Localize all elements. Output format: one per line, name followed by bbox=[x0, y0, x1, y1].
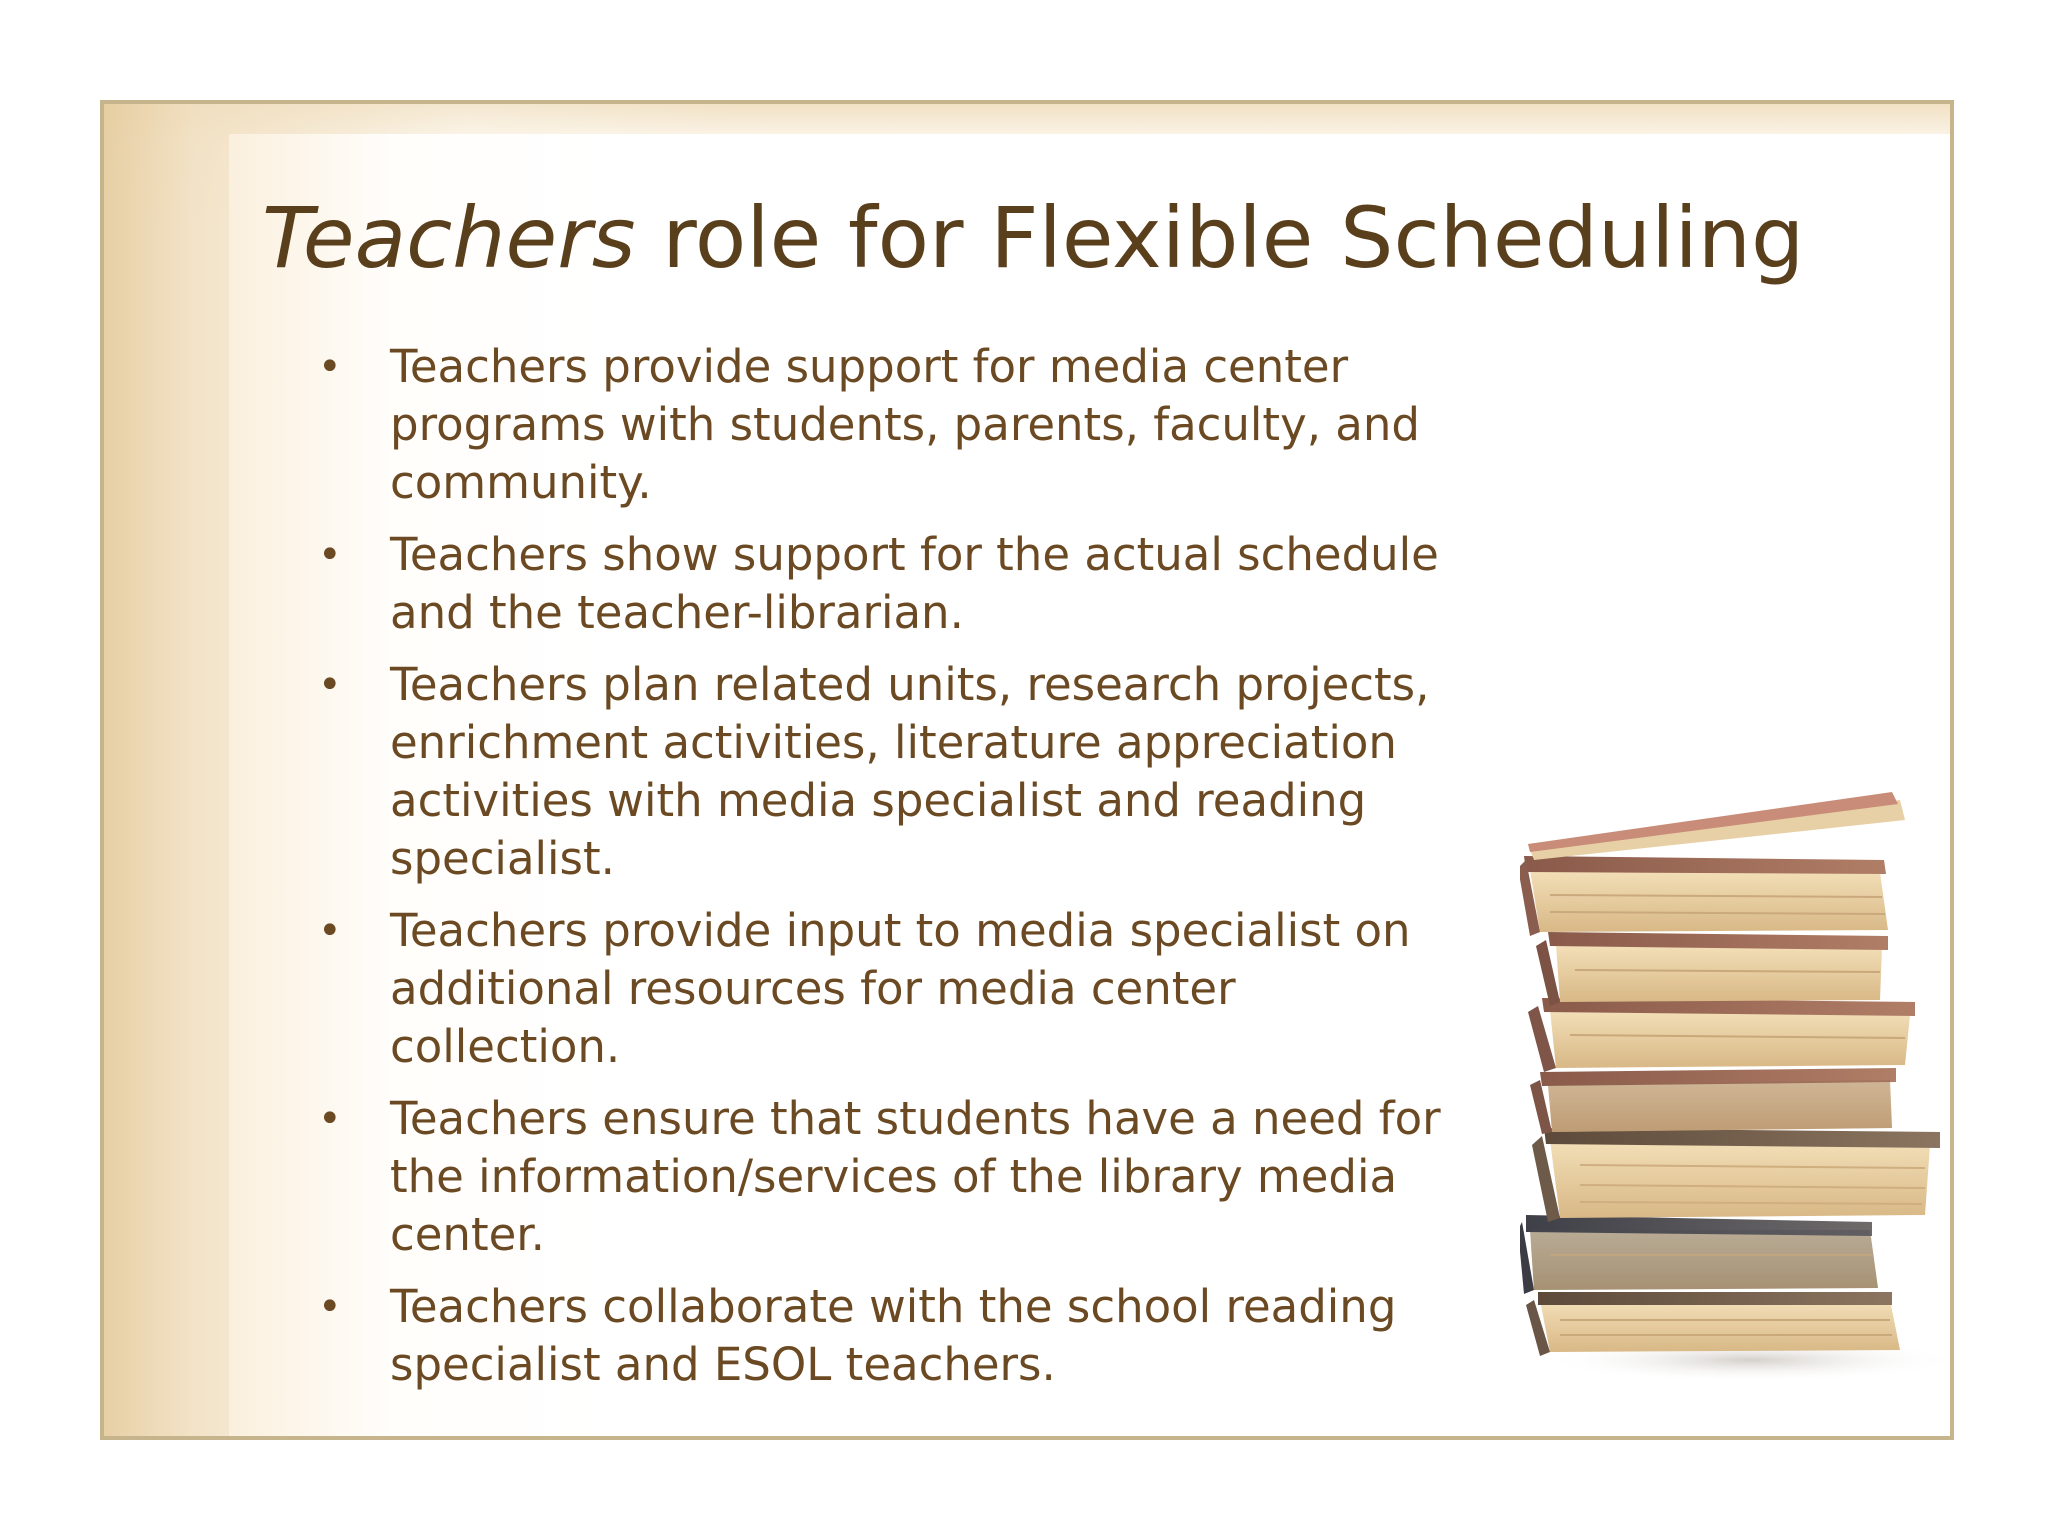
slide-title bbox=[262, 188, 1804, 288]
book-6 bbox=[1520, 1215, 1878, 1294]
bullet-icon: • bbox=[318, 532, 342, 578]
book-7 bbox=[1526, 1292, 1900, 1356]
bullet-icon: • bbox=[318, 1284, 342, 1330]
bullet-icon: • bbox=[318, 344, 342, 390]
slide-title-emphasis: Teachers bbox=[262, 189, 636, 287]
bullet-item bbox=[310, 338, 1460, 512]
book-3 bbox=[1528, 998, 1915, 1072]
bullet-icon: • bbox=[318, 908, 342, 954]
stack-of-books-image bbox=[1520, 760, 1950, 1380]
bullet-item bbox=[310, 656, 1460, 888]
bullet-text: Teachers plan related units, research projects, enrichment activities, literature appreciation activities with media specialist and reading specialist. bbox=[390, 658, 1430, 885]
bullet-text: Teachers provide input to media specialist on additional resources for media center collection. bbox=[390, 904, 1411, 1073]
book-5 bbox=[1532, 1128, 1940, 1222]
bullet-text: Teachers collaborate with the school reading specialist and ESOL teachers. bbox=[390, 1280, 1397, 1391]
book-4 bbox=[1530, 1068, 1896, 1134]
bullet-item bbox=[310, 902, 1460, 1076]
bullet-item bbox=[310, 1278, 1460, 1394]
bullet-item bbox=[310, 526, 1460, 642]
slide-title-rest: role for Flexible Scheduling bbox=[635, 189, 1805, 287]
bullet-list bbox=[310, 338, 1460, 1408]
bullet-item bbox=[310, 1090, 1460, 1264]
bullet-text: Teachers provide support for media center programs with students, parents, faculty, and community. bbox=[390, 340, 1420, 509]
book-2 bbox=[1536, 932, 1888, 1006]
bullet-icon: • bbox=[318, 662, 342, 708]
bullet-icon: • bbox=[318, 1096, 342, 1142]
book-1 bbox=[1520, 792, 1905, 936]
bullet-text: Teachers show support for the actual schedule and the teacher-librarian. bbox=[390, 528, 1439, 639]
bullet-text: Teachers ensure that students have a need for the information/services of the library media center. bbox=[390, 1092, 1441, 1261]
